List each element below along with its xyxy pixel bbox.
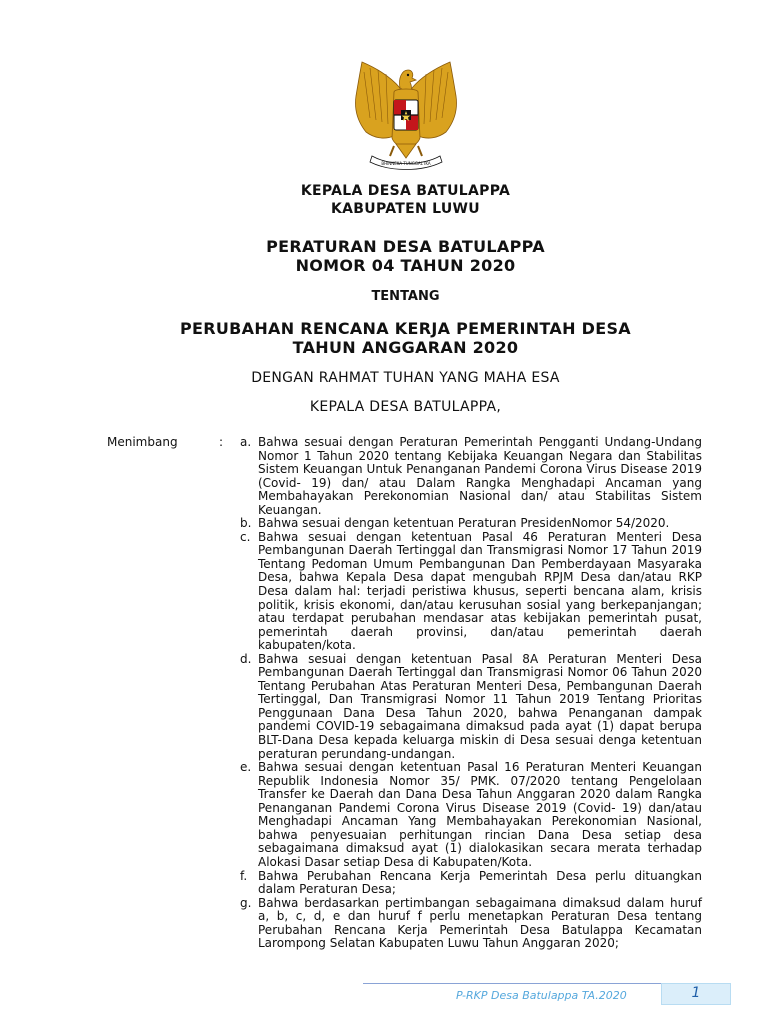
list-item <box>240 897 702 951</box>
item-marker: a. <box>240 435 252 449</box>
emblem-motto: BHINNEKA TUNGGAL IKA <box>381 161 431 166</box>
item-text: Bahwa sesuai dengan ketentuan Peraturan PresidenNomor 54/2020. <box>258 516 670 531</box>
item-marker: b. <box>240 516 252 531</box>
item-marker: c. <box>240 529 251 544</box>
subject-line-1: PERUBAHAN RENCANA KERJA PEMERINTAH DESA <box>180 319 631 338</box>
issuer-title: KEPALA DESA BATULAPPA <box>300 183 511 199</box>
item-text: Bahwa sesuai dengan ketentuan Pasal 16 Peraturan Menteri Keuangan Republik Indonesia Nomor 35/ PMK. 07/2020 tentang Pengelolaan Transfer ke Daerah dan Dana Desa Tahun Anggaran 2020 dalam Rangka Penanganan Pandemi Corona Virus Disease 2019 (Covid- 19) dan/atau Menghadapi Ancaman Yang Membahayakan Perekonomian Nasional, bahwa penyesuaian perhitungan rincian Dana Desa setiap desa sebagaimana dimaksud ayat (1) dialokasikan secara merata terhadap Alokasi Dasar setiap Desa di Kabupaten/Kota. <box>258 760 702 869</box>
regulation-title: PERATURAN DESA BATULAPPA <box>266 237 545 256</box>
item-marker: g. <box>240 895 252 910</box>
tentang-label: TENTANG <box>371 289 440 304</box>
menimbang-label: Menimbang <box>107 435 178 449</box>
page-number: 1 <box>691 985 701 1001</box>
regulation-number: NOMOR 04 TAHUN 2020 <box>295 256 516 275</box>
item-text: Bahwa Perubahan Rencana Kerja Pemerintah Desa perlu dituangkan dalam Peraturan Desa; <box>258 868 702 897</box>
considerations-list <box>240 436 702 951</box>
garuda-emblem <box>350 58 462 174</box>
item-marker: e. <box>240 760 252 775</box>
footer-document-name: P-RKP Desa Batulappa TA.2020 <box>456 989 627 1002</box>
list-item <box>240 531 702 653</box>
list-item <box>240 870 702 897</box>
list-item <box>240 436 702 517</box>
item-text: Bahwa sesuai dengan Peraturan Pemerintah Pengganti Undang-Undang Nomor 1 Tahun 2020 tentang Kebijaka Keuangan Negara dan Stabilitas Sistem Keuangan Untuk Penanganan Pandemi Corona Virus Disease 2019 (Covid- 19) dan/ atau Dalam Rangka Menghadapi Ancaman yang Membahayakan Perekonomian Nasional dan/ atau Stabilitas Sistem Keuangan. <box>258 435 702 517</box>
list-item <box>240 653 702 761</box>
list-item <box>240 517 702 531</box>
authority-line: KEPALA DESA BATULAPPA, <box>309 399 502 415</box>
page-number-box <box>661 983 731 1005</box>
menimbang-colon: : <box>219 435 224 449</box>
subject-line-2: TAHUN ANGGARAN 2020 <box>292 338 519 357</box>
item-text: Bahwa sesuai dengan ketentuan Pasal 46 Peraturan Menteri Desa Pembangunan Daerah Tertinggal dan Transmigrasi Nomor 17 Tahun 2019 Tentang Pedoman Umum Pembangunan Dan Pemberdayaan Masyaraka Desa, bahwa Kepala Desa dapat mengubah RPJM Desa dan/atau RKP Desa dalam hal: terjadi peristiwa khusus, seperti bencana alam, krisis politik, krisis ekonomi, dan/atau kerusuhan sosial yang berkepanjangan; atau terdapat perubahan mendasar atas kebijakan pemerintah pusat, pemerintah daerah provinsi, dan/atau pemerintah daerah kabupaten/kota. <box>258 529 702 653</box>
item-text: Bahwa sesuai dengan ketentuan Pasal 8A Peraturan Menteri Desa Pembangunan Daerah Tertinggal dan Transmigrasi Nomor 06 Tahun 2020 Tentang Perubahan Atas Peraturan Menteri Desa, Pembangunan Daerah Tertinggal, Dan Transmigrasi Nomor 11 Tahun 2019 Tentang Prioritas Penggunaan Dana Desa Tahun 2020, bahwa Penanganan dampak pandemi COVID-19 sebagaimana dimaksud pada ayat (1) dapat berupa BLT-Dana Desa kepada keluarga miskin di Desa sesuai denga ketentuan peraturan perundang-undangan. <box>258 651 702 761</box>
preamble: DENGAN RAHMAT TUHAN YANG MAHA ESA <box>251 370 560 386</box>
item-marker: d. <box>240 651 252 666</box>
list-item <box>240 761 702 869</box>
item-text: Bahwa berdasarkan pertimbangan sebagaimana dimaksud dalam huruf a, b, c, d, e dan huruf f perlu menetapkan Peraturan Desa tentang Perubahan Rencana Kerja Pemerintah Desa Batulappa Kecamatan Larompong Selatan Kabupaten Luwu Tahun Anggaran 2020; <box>258 895 702 951</box>
item-marker: f. <box>240 868 248 883</box>
issuer-region: KABUPATEN LUWU <box>331 201 480 217</box>
